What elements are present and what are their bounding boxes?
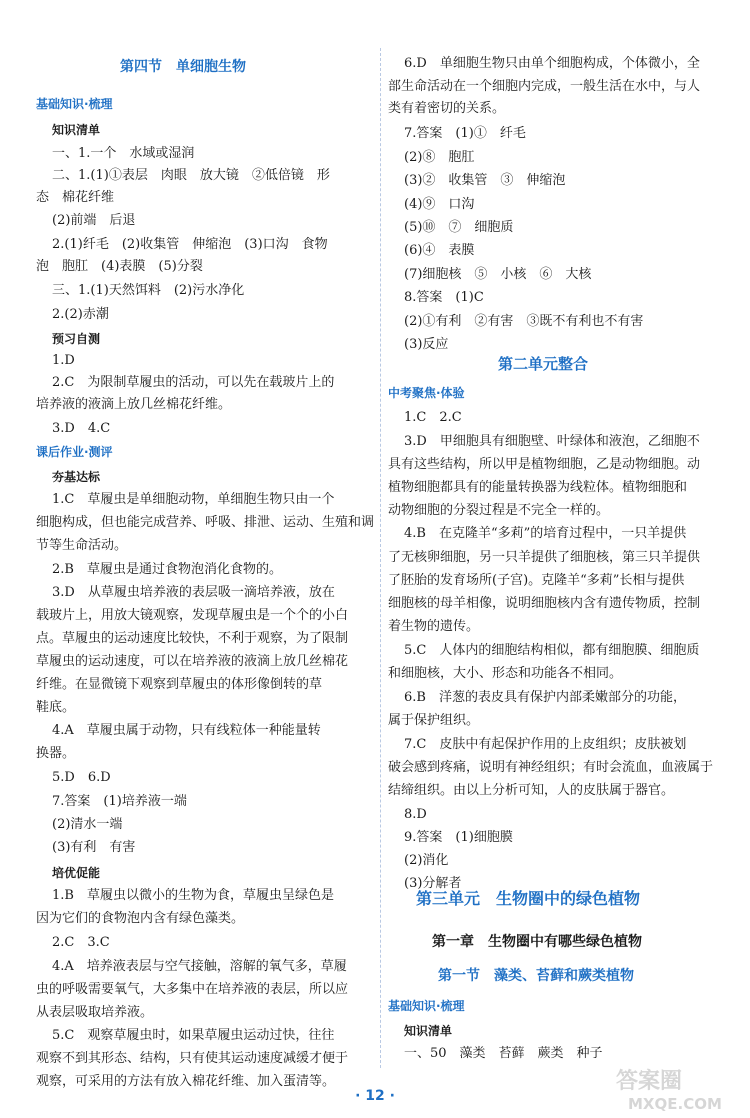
left-line: 课后作业·测评 (36, 445, 113, 459)
right-line: 结缔组织。由以上分析可知，人的皮肤属于器官。 (388, 783, 675, 798)
left-line: 4.A 草履虫属于动物，只有线粒体一种能量转 (52, 723, 321, 738)
left-line: 2.(2)赤潮 (52, 307, 109, 322)
left-line: 5.D 6.D (52, 770, 111, 785)
left-line: 2.C 3.C (52, 935, 110, 950)
left-line: 培优促能 (52, 866, 101, 880)
right-line: (2)消化 (404, 853, 449, 868)
left-line: 知识清单 (52, 123, 101, 137)
left-line: (3)有利 有害 (52, 840, 136, 855)
right-line: (4)⑨ 口沟 (404, 197, 475, 212)
left-line: 1.D (52, 353, 75, 368)
right-line: (3)② 收集管 ③ 伸缩泡 (404, 173, 566, 188)
left-line: 纤维。在显微镜下观察到草履虫的体形像倒转的草 (36, 677, 323, 692)
right-line: 第二单元整合 (498, 355, 589, 373)
right-line: 基础知识·梳理 (388, 999, 465, 1013)
watermark-text: 答案圈 (616, 1069, 683, 1094)
left-line: 点。草履虫的运动速度比较快，不利于观察，为了限制 (36, 631, 349, 646)
right-line: 动物细胞的分裂过程是不完全一样的。 (388, 503, 610, 518)
left-line: 基础知识·梳理 (36, 97, 113, 111)
right-line: 6.B 洋葱的表皮具有保护内部柔嫩部分的功能， (404, 690, 686, 705)
right-line: 3.D 甲细胞具有细胞壁、叶绿体和液泡，乙细胞不 (404, 434, 700, 449)
right-line: 5.C 人体内的细胞结构相似，都有细胞膜、细胞质 (404, 643, 700, 658)
right-line: 破会感到疼痛，说明有神经组织；有时会流血，血液属于 (388, 760, 714, 775)
right-line: (7)细胞核 ⑤ 小核 ⑥ 大核 (404, 267, 592, 282)
right-line: 植物细胞都具有的能量转换器为线粒体。植物细胞和 (388, 480, 688, 495)
right-line: 9.答案 (1)细胞膜 (404, 830, 513, 845)
right-line: 和细胞核，大小、形态和功能各不相同。 (388, 666, 623, 681)
watermark-url: MXQE.COM (628, 1095, 722, 1113)
left-line: 4.A 培养液表层与空气接触，溶解的氧气多，草履 (52, 959, 347, 974)
left-line: 载玻片上，用放大镜观察，发现草履虫是一个个的小白 (36, 608, 349, 623)
right-line: 类有着密切的关系。 (388, 101, 506, 116)
right-line: 中考聚焦·体验 (388, 386, 465, 400)
column-divider (380, 48, 381, 1068)
right-line: 知识清单 (404, 1024, 453, 1038)
right-line: (5)⑩ ⑦ 细胞质 (404, 220, 514, 235)
left-line: 换器。 (36, 746, 76, 761)
right-line: 8.答案 (1)C (404, 290, 484, 305)
left-line: 二、1.(1)①表层 肉眼 放大镜 ②低倍镜 形 (52, 168, 330, 183)
right-line: (6)④ 表膜 (404, 243, 475, 258)
left-line: 培养液的液滴上放几丝棉花纤维。 (36, 397, 232, 412)
left-line: 1.C 草履虫是单细胞动物，单细胞生物只由一个 (52, 492, 335, 507)
right-line: 第三单元 生物圈中的绿色植物 (416, 889, 641, 908)
left-line: 3.D 4.C (52, 421, 111, 436)
left-line: 鞋底。 (36, 700, 76, 715)
right-line: 了胚胎的发育场所(子宫)。克隆羊“多莉”长相与提供 (388, 573, 685, 588)
right-line: 7.C 皮肤中有起保护作用的上皮组织；皮肤被划 (404, 737, 687, 752)
right-line: (3)分解者 (404, 876, 462, 891)
left-line: 1.B 草履虫以微小的生物为食，草履虫呈绿色是 (52, 888, 334, 903)
left-line: 泡 胞肛 (4)表膜 (5)分裂 (36, 259, 203, 274)
right-line: 1.C 2.C (404, 410, 462, 425)
right-line: (3)反应 (404, 337, 449, 352)
right-line: 4.B 在克隆羊“多莉”的培育过程中，一只羊提供 (404, 526, 687, 541)
left-line: 一、1.一个 水域或湿润 (52, 146, 195, 161)
left-line: 2.(1)纤毛 (2)收集管 伸缩泡 (3)口沟 食物 (52, 237, 328, 252)
left-line: 5.C 观察草履虫时，如果草履虫运动过快，往往 (52, 1028, 335, 1043)
right-line: 细胞核的母羊相像，说明细胞核内含有遗传物质，控制 (388, 596, 701, 611)
right-line: 7.答案 (1)① 纤毛 (404, 126, 526, 141)
left-line: 细胞构成，但也能完成营养、呼吸、排泄、运动、生殖和调 (36, 515, 375, 530)
left-line: 第四节 单细胞生物 (120, 59, 246, 75)
right-line: 一、50 藻类 苔藓 蕨类 种子 (404, 1046, 603, 1061)
right-line: 了无核卵细胞，另一只羊提供了细胞核，第三只羊提供 (388, 550, 701, 565)
left-line: 草履虫的运动速度，可以在培养液的液滴上放几丝棉花 (36, 654, 349, 669)
right-line: (2)①有利 ②有害 ③既不有利也不有害 (404, 314, 644, 329)
right-line: 部生命活动在一个细胞内完成，一般生活在水中，与人 (388, 79, 701, 94)
left-line: 因为它们的食物泡内含有绿色藻类。 (36, 911, 245, 926)
left-line: 预习自测 (52, 332, 101, 346)
right-line: 第一章 生物圈中有哪些绿色植物 (432, 934, 642, 950)
left-line: 态 棉花纤维 (36, 190, 115, 205)
left-line: (2)清水一端 (52, 817, 123, 832)
right-line: 第一节 藻类、苔藓和蕨类植物 (438, 968, 634, 984)
left-line: 节等生命活动。 (36, 538, 128, 553)
right-line: (2)⑧ 胞肛 (404, 150, 475, 165)
page-number: · 12 · (355, 1088, 395, 1104)
left-line: 2.B 草履虫是通过食物泡消化食物的。 (52, 562, 282, 577)
watermark-logo (612, 1062, 744, 1114)
right-line: 着生物的遗传。 (388, 619, 480, 634)
left-line: 观察不到其形态、结构，只有使其运动速度减缓才便于 (36, 1051, 349, 1066)
right-line: 具有这些结构，所以甲是植物细胞，乙是动物细胞。动 (388, 457, 701, 472)
left-line: (2)前端 后退 (52, 213, 136, 228)
left-line: 7.答案 (1)培养液一端 (52, 794, 187, 809)
left-line: 从表层吸取培养液。 (36, 1005, 154, 1020)
left-line: 虫的呼吸需要氧气，大多集中在培养液的表层，所以应 (36, 982, 349, 997)
right-line: 8.D (404, 807, 427, 822)
right-line: 属于保护组织。 (388, 713, 480, 728)
left-line: 2.C 为限制草履虫的活动，可以先在载玻片上的 (52, 375, 335, 390)
left-line: 3.D 从草履虫培养液的表层吸一滴培养液，放在 (52, 585, 335, 600)
left-line: 观察，可采用的方法有放入棉花纤维、加入蛋清等。 (36, 1074, 336, 1089)
left-line: 夯基达标 (52, 470, 101, 484)
left-line: 三、1.(1)天然饵料 (2)污水净化 (52, 283, 245, 298)
right-line: 6.D 单细胞生物只由单个细胞构成，个体微小，全 (404, 56, 700, 71)
